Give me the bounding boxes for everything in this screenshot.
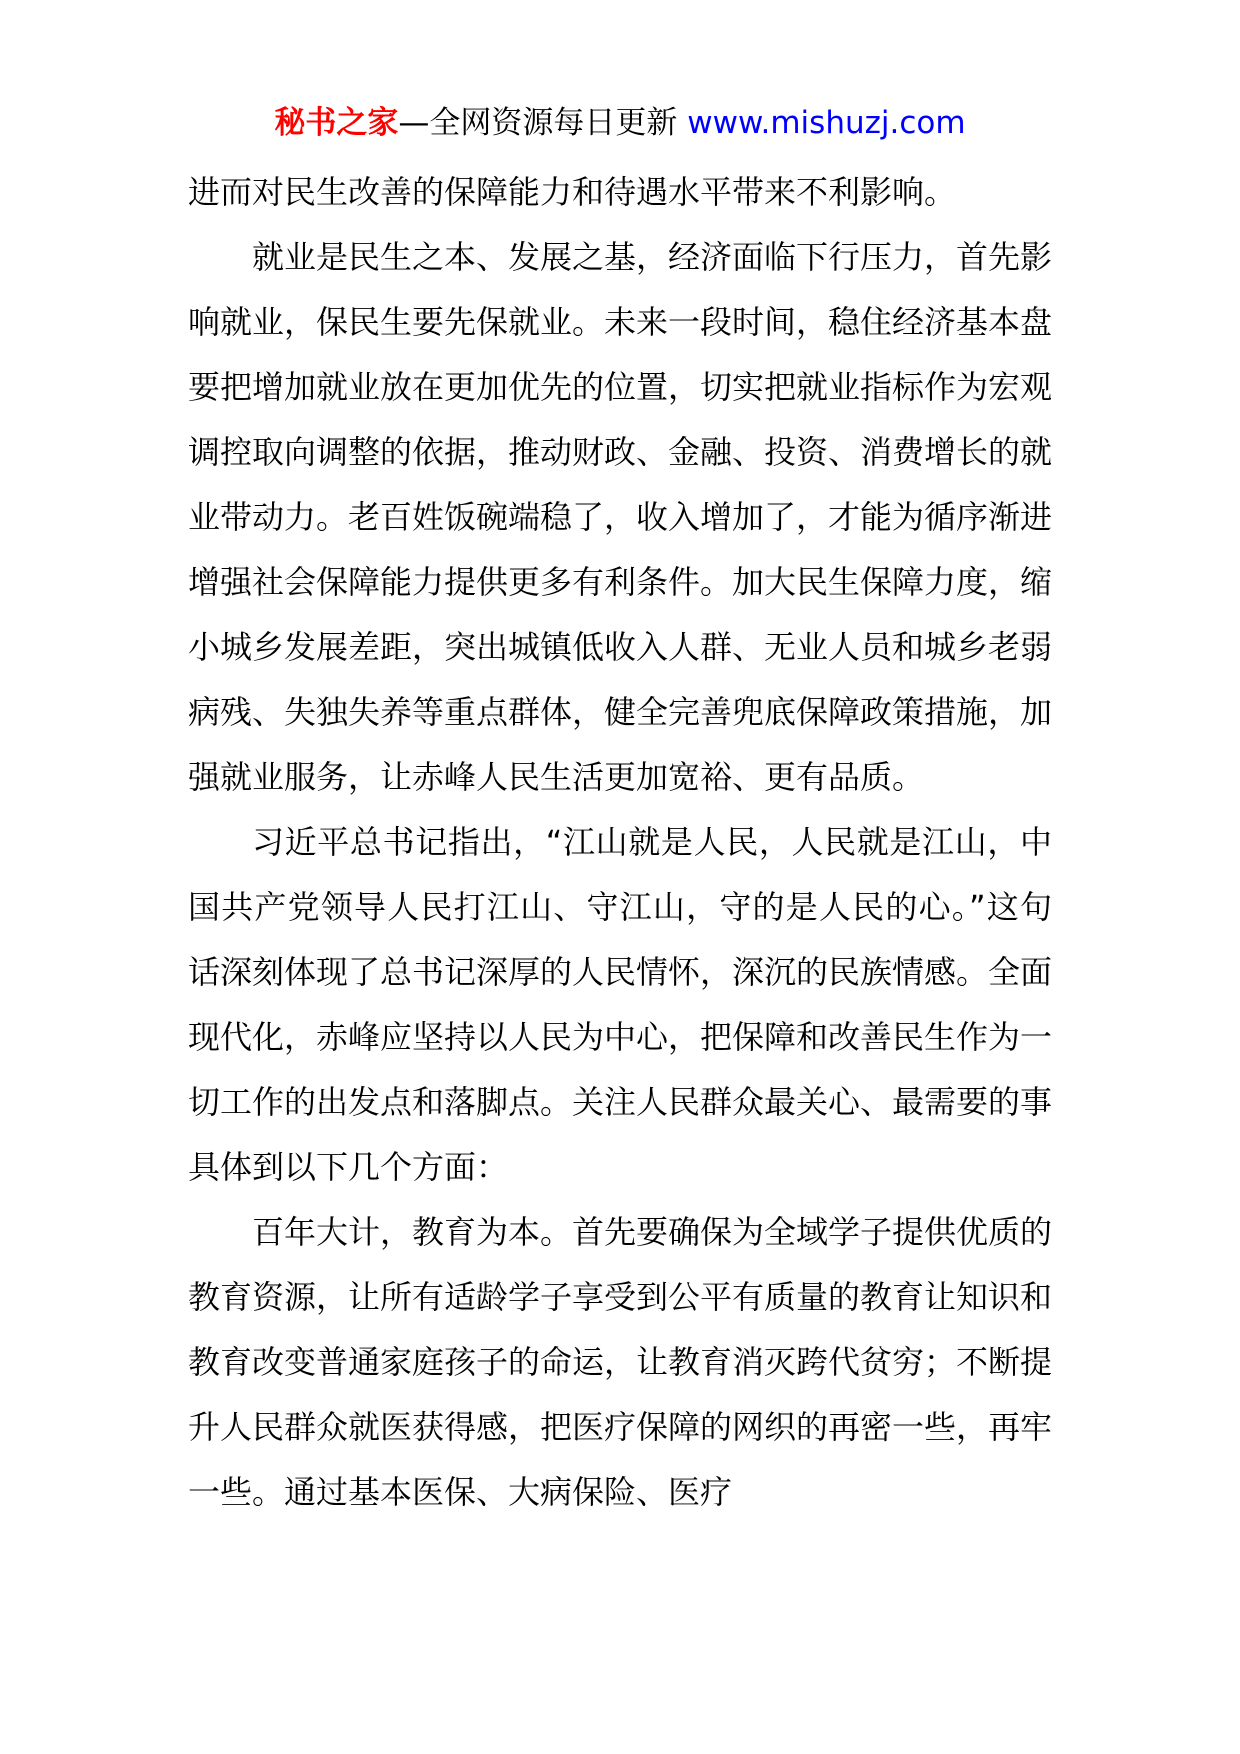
header-tagline: —全网资源每日更新 (398, 105, 678, 141)
paragraph-education: 百年大计，教育为本。首先要确保为全域学子提供优质的教育资源，让所有适龄学子享受到公平有质量的教育让知识和教育改变普通家庭孩子的命运，让教育消灭跨代贫穷；不断提升人民群众就医获得感，把医疗保障的网织的再密一些，再牢一些。通过基本医保、大病保险、医疗 (188, 1213, 1052, 1511)
site-url-link[interactable]: www.mishuzj.com (687, 105, 966, 141)
document-body (188, 160, 1052, 1525)
brand-name: 秘书之家 (274, 105, 399, 141)
paragraph-employment: 就业是民生之本、发展之基，经济面临下行压力，首先影响就业，保民生要先保就业。未来一段时间，稳住经济基本盘要把增加就业放在更加优先的位置，切实把就业指标作为宏观调控取向调整的依据，推动财政、金融、投资、消费增长的就业带动力。老百姓饭碗端稳了，收入增加了，才能为循序渐进增强社会保障能力提供更多有利条件。加大民生保障力度，缩小城乡发展差距，突出城镇低收入人群、无业人员和城乡老弱病残、失独失养等重点群体，健全完善兜底保障政策措施，加强就业服务，让赤峰人民生活更加宽裕、更有品质。 (188, 238, 1052, 796)
paragraph-quote: 习近平总书记指出，“江山就是人民，人民就是江山，中国共产党领导人民打江山、守江山，守的是人民的心。”这句话深刻体现了总书记深厚的人民情怀，深沉的民族情感。全面现代化，赤峰应坚持以人民为中心，把保障和改善民生作为一切工作的出发点和落脚点。关注人民群众最关心、最需要的事具体到以下几个方面： (188, 823, 1052, 1186)
page-header (0, 98, 1240, 148)
paragraph-continuation: 进而对民生改善的保障能力和待遇水平带来不利影响。 (188, 173, 957, 211)
